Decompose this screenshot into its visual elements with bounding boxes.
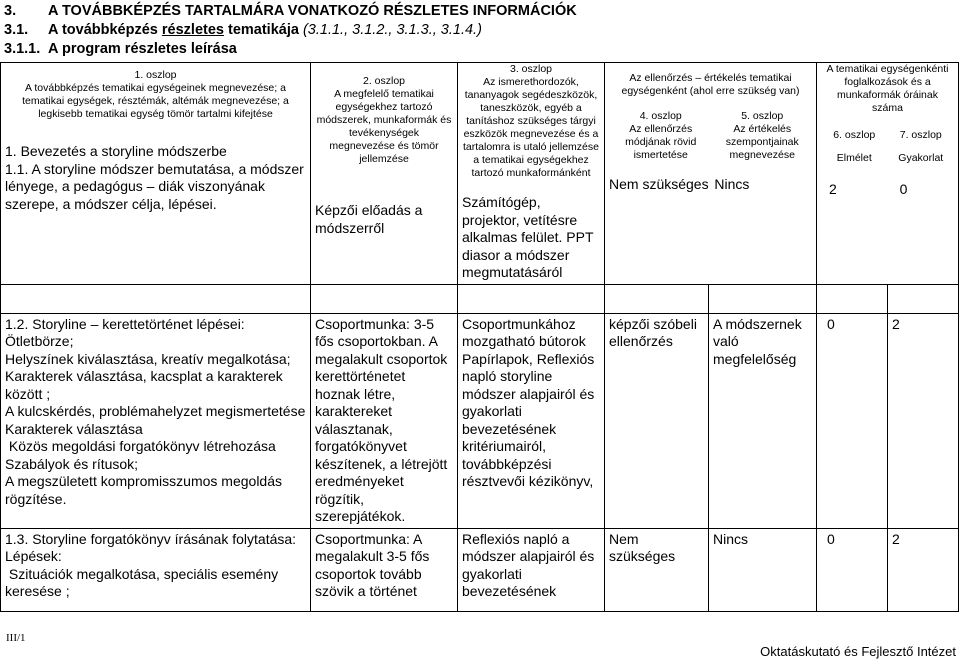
heading-2-underlined: részletes (161, 22, 224, 38)
row2-tools: Csoportmunkához mozgatható bútorok Papírlapok, Reflexiós napló storyline módszer alapjairól és gyakorlati bevezetésének kritériumairól, továbbképzési résztvevői kézikönyv, (458, 313, 605, 528)
row1-hours (821, 181, 954, 199)
heading-2-number: 3.1. (4, 22, 29, 38)
heading-2-refs: (3.1.1., 3.1.2., 3.1.3., 3.1.4.) (302, 22, 482, 38)
row1-title: 1. Bevezetés a storyline módszerbe (5, 143, 227, 159)
col45-subheaders (609, 110, 812, 162)
col4-header (609, 110, 712, 162)
col3-cell (458, 63, 605, 285)
row3-theory: 0 (817, 528, 888, 611)
row2-content: 1.2. Storyline – kerettetörténet lépései: Ötletbörze; Helyszínek kiválasztása, kreatív megalkotása; Karakterek választása, kacsplat a karakterek között ; A kulcskérdés, problémahelyzet megismertetése Karakterek választása Közös megoldási forgatókönyv létrehozása Szabályok és rítusok; A megszületett kompromisszumos megoldás rögzítése. (1, 313, 311, 528)
heading-2-post: tematikája (223, 22, 303, 38)
col67-title: A tematikai egységenkénti foglalkozások és a munkaformák óráinak száma (826, 63, 949, 114)
heading-level-2 (4, 21, 482, 40)
col1-title: 1. oszlop (134, 69, 177, 81)
col1-desc: A továbbképzés tematikai egységeinek megnevezése; a tematikai egységek, résztémák, altémák megnevezése; a legkisebb tematikai egység tömör tartalmi kifejtése (22, 82, 289, 120)
row1-tools: Számítógép, projektor, vetítésre alkalmas felület. PPT diasor a módszer megmutatásáról (462, 194, 594, 280)
row1-criteria: Nincs (714, 176, 750, 192)
footer-organization: Oktatáskutató és Fejlesztő Intézet (760, 644, 956, 659)
col7-desc: Gyakorlat (898, 152, 944, 164)
page-number: III/1 (6, 632, 26, 644)
heading-level-3 (4, 40, 237, 59)
row1-check: Nem szükséges (609, 176, 709, 192)
col3-desc: Az ismerethordozók, tananyagok segédeszközök, taneszközök, egyéb a tanításhoz szükséges tárgyi eszközök megnevezése és a tartalomra is utaló jellemzése a tematikai egységekhez tartozó munkaformánként (463, 76, 599, 179)
col3-title: 3. oszlop (509, 63, 553, 75)
row2-method: Csoportmunka: 3-5 fős csoportokban. A megalakult csoportok kerettörténetet hoznak létre, karaktereket választanak, forgatókönyvet készítenek, a létrejött eredményeket rögzítik, szerepjátékok. (311, 313, 458, 528)
col6-header (821, 129, 888, 165)
col67-subheaders (821, 129, 954, 165)
row1-eval (609, 176, 812, 194)
row1-practice: 0 (899, 181, 908, 197)
row-gap (1, 284, 959, 313)
col4-title: 4. oszlop (639, 110, 682, 122)
heading-1-text: A TOVÁBBKÉPZÉS TARTALMÁRA VONATKOZÓ RÉSZLETES INFORMÁCIÓK (48, 3, 577, 19)
table-row (1, 528, 959, 611)
row3-method: Csoportmunka: A megalakult 3-5 fős csoportok tovább szövik a történet (311, 528, 458, 611)
row1-desc: 1.1. A storyline módszer bemutatása, a módszer lényege, a pedagógus – diák viszonyának szerepe, a módszer célja, lépései. (5, 160, 304, 212)
col6-title: 6. oszlop (833, 129, 876, 141)
col2-desc: A megfelelő tematikai egységekhez tartozó módszerek, munkaformák és tevékenységek megnevezése és tömör jellemzése (316, 88, 452, 165)
row1-method: Képzői előadás a módszerről (315, 202, 423, 236)
row3-check: Nem szükséges (605, 528, 709, 611)
col6-desc: Elmélet (836, 152, 872, 164)
row2-theory: 0 (817, 313, 888, 528)
row3-content: 1.3. Storyline forgatókönyv írásának folytatása: Lépések: Szituációk megalkotása, speciális esemény keresése ; (1, 528, 311, 611)
col4-desc: Az ellenőrzés módjának rövid ismertetése (625, 123, 697, 161)
row1-theory: 2 (829, 181, 837, 197)
row3-criteria: Nincs (709, 528, 817, 611)
col7-title: 7. oszlop (899, 129, 942, 141)
col5-desc: Az értékelés szempontjainak megnevezése (725, 123, 799, 161)
col2-cell (311, 63, 458, 285)
row2-check: képzői szóbeli ellenőrzés (605, 313, 709, 528)
col5-header (712, 110, 812, 162)
table-row (1, 313, 959, 528)
col67-cell (817, 63, 959, 285)
program-table (0, 62, 959, 612)
row2-criteria: A módszernek való megfelelőség (709, 313, 817, 528)
heading-level-1 (4, 2, 577, 21)
row3-tools: Reflexiós napló a módszer alapjairól és gyakorlati bevezetésének (458, 528, 605, 611)
heading-3-number: 3.1.1. (4, 41, 41, 57)
heading-1-number: 3. (4, 3, 17, 19)
col2-title: 2. oszlop (362, 75, 406, 87)
col1-cell (1, 63, 311, 285)
heading-2-pre: A továbbképzés (48, 22, 162, 38)
heading-3-text: A program részletes leírása (48, 41, 237, 57)
row2-practice: 2 (888, 313, 959, 528)
col45-title: Az ellenőrzés – értékelés tematikai egységenként (ahol erre szükség van) (621, 72, 800, 97)
col7-header (888, 129, 955, 165)
col45-cell (605, 63, 817, 285)
table-header-row (1, 63, 959, 285)
row3-practice: 2 (888, 528, 959, 611)
col5-title: 5. oszlop (741, 110, 784, 122)
